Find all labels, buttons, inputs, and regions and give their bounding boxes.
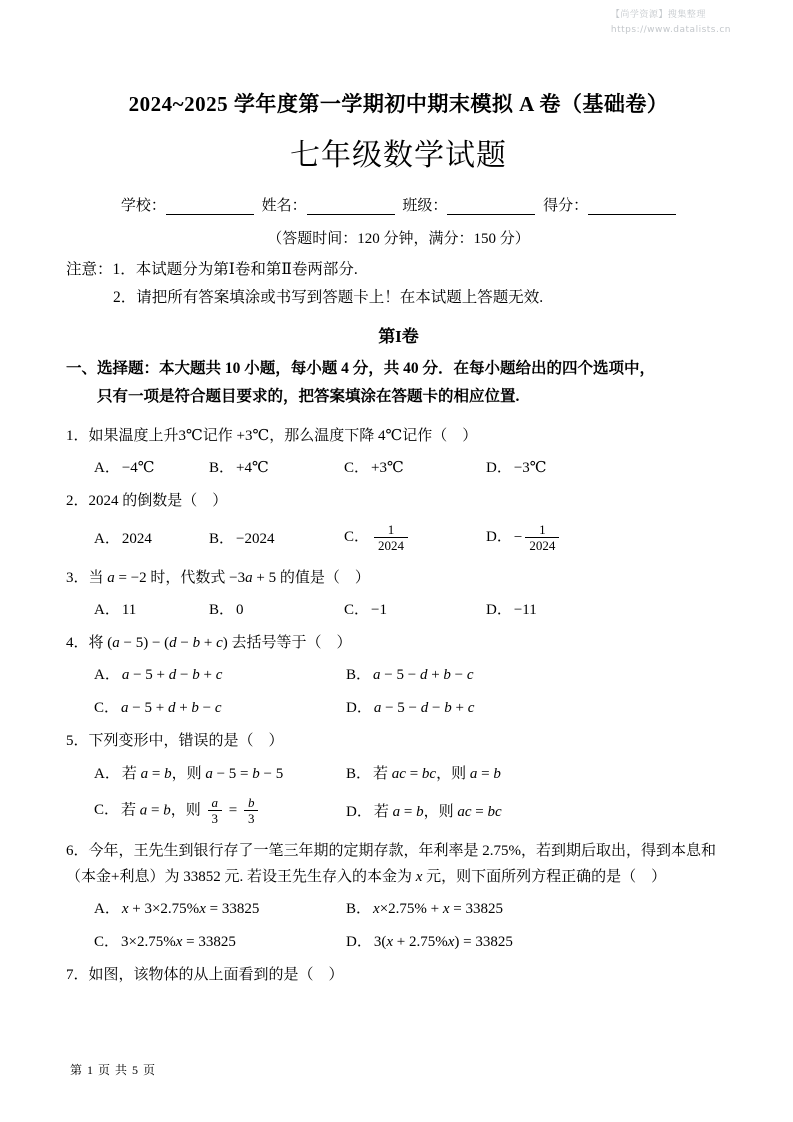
option-C xyxy=(344,522,486,554)
math-variable: x xyxy=(199,901,206,918)
exam-title: 2024~2025 学年度第一学期初中期末模拟 A 卷（基础卷） xyxy=(128,92,669,116)
question-stem: 5．下列变形中，错误的是（ ） xyxy=(66,733,284,750)
math-variable: ac xyxy=(391,765,406,782)
question-stem: 2．2024 的倒数是（ ） xyxy=(66,493,228,510)
class-label: 班级： xyxy=(402,198,448,214)
section-intro-line-1: 一、选择题：本大题共 10 小题，每小题 4 分，共 40 分．在每小题给出的四个选项中， xyxy=(66,359,656,377)
option-B: B． 若 ac = bc，则 a = b xyxy=(346,765,501,782)
questions xyxy=(66,423,731,988)
math-variable: d xyxy=(419,667,428,684)
option-label: B． xyxy=(346,765,372,782)
fraction xyxy=(525,522,559,554)
question-3 xyxy=(66,565,731,619)
option-label: A． xyxy=(94,901,120,918)
option-D: D． 若 a = b，则 ac = bc xyxy=(346,804,502,821)
math-variable: a xyxy=(107,569,115,586)
option-label: C． xyxy=(344,529,370,546)
notice-line-2: 2．请把所有答案填涂或书写到答题卡上！在本试题上答题无效. xyxy=(113,288,544,306)
option-C: C． −1 xyxy=(344,602,387,619)
option-label: D． xyxy=(486,529,512,546)
math-variable: x xyxy=(121,901,129,918)
math-variable: b xyxy=(192,667,200,684)
option-label: D． xyxy=(346,804,372,821)
option-label: C． xyxy=(344,460,370,477)
math-variable: b xyxy=(252,765,260,782)
school-blank xyxy=(166,199,254,215)
math-variable: c xyxy=(467,700,475,717)
question-4 xyxy=(66,630,731,717)
fraction-numerator: 1 xyxy=(525,522,559,539)
option-A: A． 若 a = b，则 a − 5 = b − 5 xyxy=(94,765,284,782)
math-variable: b xyxy=(163,802,171,819)
option-label: A． xyxy=(94,667,120,684)
school-label: 学校： xyxy=(120,198,166,214)
option-label: B． xyxy=(346,667,372,684)
option-label: C． xyxy=(94,802,120,819)
watermark-source: 【尚学资源】搜集整理 xyxy=(610,10,706,20)
score-field xyxy=(543,198,676,214)
question-stem: 4．将 (a − 5) − (d − b + c) 去括号等于（ ） xyxy=(66,635,352,652)
math-variable: d xyxy=(167,700,176,717)
math-variable: b xyxy=(192,635,201,652)
watermark xyxy=(611,8,731,39)
option-label: C． xyxy=(94,934,120,951)
question-6 xyxy=(66,838,731,952)
watermark-url: https://www.datalists.cn xyxy=(610,25,731,36)
math-variable: a xyxy=(469,765,478,782)
math-variable: d xyxy=(168,667,177,684)
option-A: A． a − 5 + d − b + c xyxy=(94,667,223,684)
student-info-line xyxy=(66,194,731,215)
math-variable: a xyxy=(245,569,253,586)
math-variable: b xyxy=(444,700,452,717)
math-variable: c xyxy=(215,667,223,684)
option-B: B． x×2.75% + x = 33825 xyxy=(346,901,503,918)
fraction-denominator: 3 xyxy=(247,811,255,827)
option-label: A． xyxy=(94,460,120,477)
math-variable: c xyxy=(216,635,223,652)
option-D: D． −11 xyxy=(486,602,537,619)
fraction-numerator: 1 xyxy=(374,522,408,539)
option-B: B． −2024 xyxy=(209,531,275,548)
name-label: 姓名： xyxy=(261,198,307,214)
option-label: A． xyxy=(94,531,120,548)
math-variable: x xyxy=(373,901,380,918)
name-blank xyxy=(307,199,395,215)
option-C: C． 若 a = b，则 $\frac{a}{3}$ = $\frac{b}{3}$ xyxy=(94,795,346,827)
math-variable: a xyxy=(373,700,382,717)
option-D: D． 3(x + 2.75%x) = 33825 xyxy=(346,934,513,951)
section-intro-line-2: 只有一项是符合题目要求的，把答案填涂在答题卡的相应位置. xyxy=(97,388,520,406)
options-row xyxy=(94,598,731,619)
math-variable: x xyxy=(415,869,423,885)
math-variable: a xyxy=(121,700,129,717)
option-label: A． xyxy=(94,765,120,782)
option-B: B． +4℃ xyxy=(209,460,269,477)
fraction-numerator xyxy=(208,795,223,812)
score-blank xyxy=(588,199,676,215)
question-stem: 3．当 a = −2 时，代数式 −3a + 5 的值是（ ） xyxy=(66,569,370,586)
question-2 xyxy=(66,488,731,553)
math-variable: a xyxy=(392,804,401,821)
question-5 xyxy=(66,728,731,826)
fraction xyxy=(208,795,223,827)
option-label: B． xyxy=(209,531,235,548)
question-stem: 7．如图，该物体的从上面看到的是（ ） xyxy=(66,967,344,984)
options-row xyxy=(94,522,731,554)
math-variable: a xyxy=(121,667,130,684)
math-variable: d xyxy=(420,700,429,717)
math-variable: x xyxy=(175,934,183,951)
option-D: D． − $\frac{1}{2024}$ xyxy=(486,522,731,554)
math-variable: a xyxy=(211,794,219,810)
options-row xyxy=(94,762,731,827)
class-field xyxy=(402,198,535,214)
math-variable: c xyxy=(466,667,474,684)
option-B: B． a − 5 − d + b − c xyxy=(346,667,474,684)
question-1 xyxy=(66,423,731,477)
fraction-numerator xyxy=(244,795,259,812)
option-A: A． 2024 xyxy=(94,531,152,548)
math-variable: b xyxy=(493,765,501,782)
math-variable: b xyxy=(164,765,172,782)
fraction xyxy=(244,795,259,827)
section-title: 第I卷 xyxy=(378,326,419,346)
option-D: D． a − 5 − d − b + c xyxy=(346,700,475,717)
math-variable: b xyxy=(416,804,424,821)
math-variable: a xyxy=(140,765,149,782)
math-variable: a xyxy=(373,667,381,684)
class-blank xyxy=(447,199,535,215)
fraction-denominator: 2024 xyxy=(529,538,556,554)
option-label: B． xyxy=(209,460,235,477)
fraction-denominator: 2024 xyxy=(378,538,405,554)
math-variable: x xyxy=(386,934,394,951)
math-variable: a xyxy=(112,635,120,652)
option-C: C． +3℃ xyxy=(344,460,404,477)
math-variable: bc xyxy=(487,804,502,821)
option-label: C． xyxy=(94,700,120,717)
option-B: B． 0 xyxy=(209,602,244,619)
score-label: 得分： xyxy=(543,198,589,214)
section-intro xyxy=(66,355,731,412)
math-variable: bc xyxy=(421,765,437,782)
notice-block xyxy=(66,256,731,312)
math-variable: c xyxy=(214,700,222,717)
math-variable: b xyxy=(443,667,451,684)
option-A: A． −4℃ xyxy=(94,460,155,477)
option-A: A． x + 3×2.75%x = 33825 xyxy=(94,901,260,918)
option-A: A． 11 xyxy=(94,602,137,619)
option-label: B． xyxy=(346,901,372,918)
option-label: A． xyxy=(94,602,120,619)
option-C: C． a − 5 + d + b − c xyxy=(94,700,222,717)
math-variable: x xyxy=(442,901,450,918)
school-field xyxy=(121,198,254,214)
option-label: D． xyxy=(486,460,512,477)
math-variable: b xyxy=(247,794,255,810)
options-row xyxy=(94,897,731,951)
option-label: B． xyxy=(209,602,235,619)
question-stem: 1．如果温度上升3℃记作 +3℃，那么温度下降 4℃记作（ ） xyxy=(66,428,478,445)
math-variable: d xyxy=(169,635,177,652)
math-variable: a xyxy=(205,765,213,782)
fraction-denominator: 3 xyxy=(211,811,219,827)
name-field xyxy=(262,198,395,214)
math-variable: x xyxy=(447,934,455,951)
option-D: D． −3℃ xyxy=(486,460,547,477)
option-label: C． xyxy=(344,602,370,619)
exam-subtitle: 七年级数学试题 xyxy=(290,139,507,172)
question-7 xyxy=(66,962,731,988)
option-label: D． xyxy=(346,700,372,717)
math-variable: b xyxy=(191,700,199,717)
question-stem: 6．今年，王先生到银行存了一笔三年期的定期存款，年利率是 2.75%，若到期后取出，得到本息和（本金+利息）为 33852 元. 若设王先生存入的本金为 x 元，则下面所列方程正确的是（ ） xyxy=(66,842,716,885)
fraction xyxy=(374,522,408,554)
page-footer: 第 1 页 共 5 页 xyxy=(70,1063,157,1077)
notice-line-1: 注意：1．本试题分为第Ⅰ卷和第Ⅱ卷两部分. xyxy=(66,261,358,278)
option-label: D． xyxy=(346,934,372,951)
options-row xyxy=(94,456,731,477)
options-row xyxy=(94,663,731,717)
exam-time-info: （答题时间：120 分钟，满分：150 分） xyxy=(267,231,530,247)
math-variable: ac xyxy=(457,804,472,821)
math-variable: a xyxy=(139,802,148,819)
option-C: C． 3×2.75%x = 33825 xyxy=(94,934,236,951)
option-label: D． xyxy=(486,602,512,619)
